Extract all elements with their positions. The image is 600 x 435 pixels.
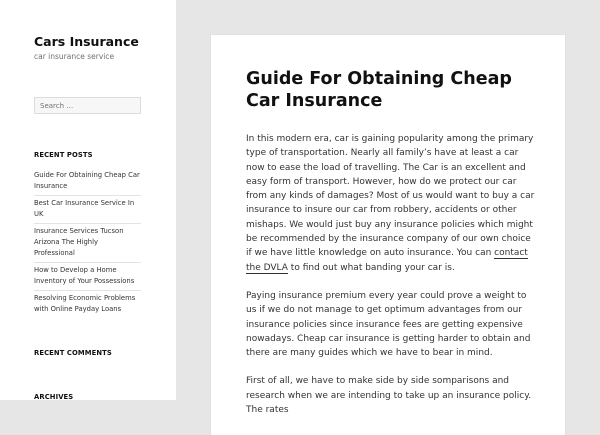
article-title[interactable]: Guide For Obtaining Cheap Car Insurance	[246, 69, 512, 111]
recent-post-link[interactable]: Resolving Economic Problems with Online Payday Loans	[34, 294, 136, 313]
recent-comments-heading: RECENT COMMENTS	[34, 349, 112, 357]
search-input[interactable]	[34, 97, 141, 114]
paragraph-text: In this modern era, car is gaining popularity among the primary type of transportation. Nearly all family’s have at least a car now to ease the load of travelling. The Car is an excellent and easy form of transport. However, how do we protect our car from any kinds of damages? Most of us would want to buy a car insurance to insure our car from robbery, accidents or other mishaps. We would just buy any insurance policies which might be recommended by the insurance company of our own choice if we have little knowledge on auto insurance. You can	[246, 134, 535, 259]
article-paragraph: First of all, we have to make side by side somparisons and research when we are intending to take up an insurance policy. The rates	[246, 376, 532, 416]
recent-posts-heading: RECENT POSTS	[34, 151, 93, 159]
list-item	[34, 291, 141, 318]
list-item	[34, 224, 141, 263]
article-paragraph	[246, 132, 536, 275]
recent-posts-list	[34, 168, 141, 318]
article-paragraph: Paying insurance premium every year could prove a weight to us if we do not manage to get optimum advantages from our insurance policies since insurance fees are getting expensive nowadays. Cheap car insurance is getting harder to obtain and there are many guides which we have to bear in mind.	[246, 290, 531, 359]
contact-dvla-link[interactable]: contact the DVLA	[246, 248, 528, 273]
recent-post-link[interactable]: Insurance Services Tucson Arizona The Highly Professional	[34, 227, 124, 257]
recent-post-link[interactable]: Guide For Obtaining Cheap Car Insurance	[34, 171, 140, 190]
list-item	[34, 168, 141, 196]
article-content	[246, 132, 536, 431]
site-description: car insurance service	[34, 52, 115, 61]
recent-post-link[interactable]: Best Car Insurance Service In UK	[34, 199, 135, 218]
recent-post-link[interactable]: How to Develop a Home Inventory of Your Possessions	[34, 266, 135, 285]
article-card	[211, 35, 565, 435]
list-item	[34, 263, 141, 291]
paragraph-text: to find out what banding your car is.	[287, 262, 455, 273]
site-title[interactable]: Cars Insurance	[34, 34, 139, 49]
list-item	[34, 196, 141, 224]
archives-heading: ARCHIVES	[34, 393, 74, 400]
sidebar	[0, 0, 176, 400]
